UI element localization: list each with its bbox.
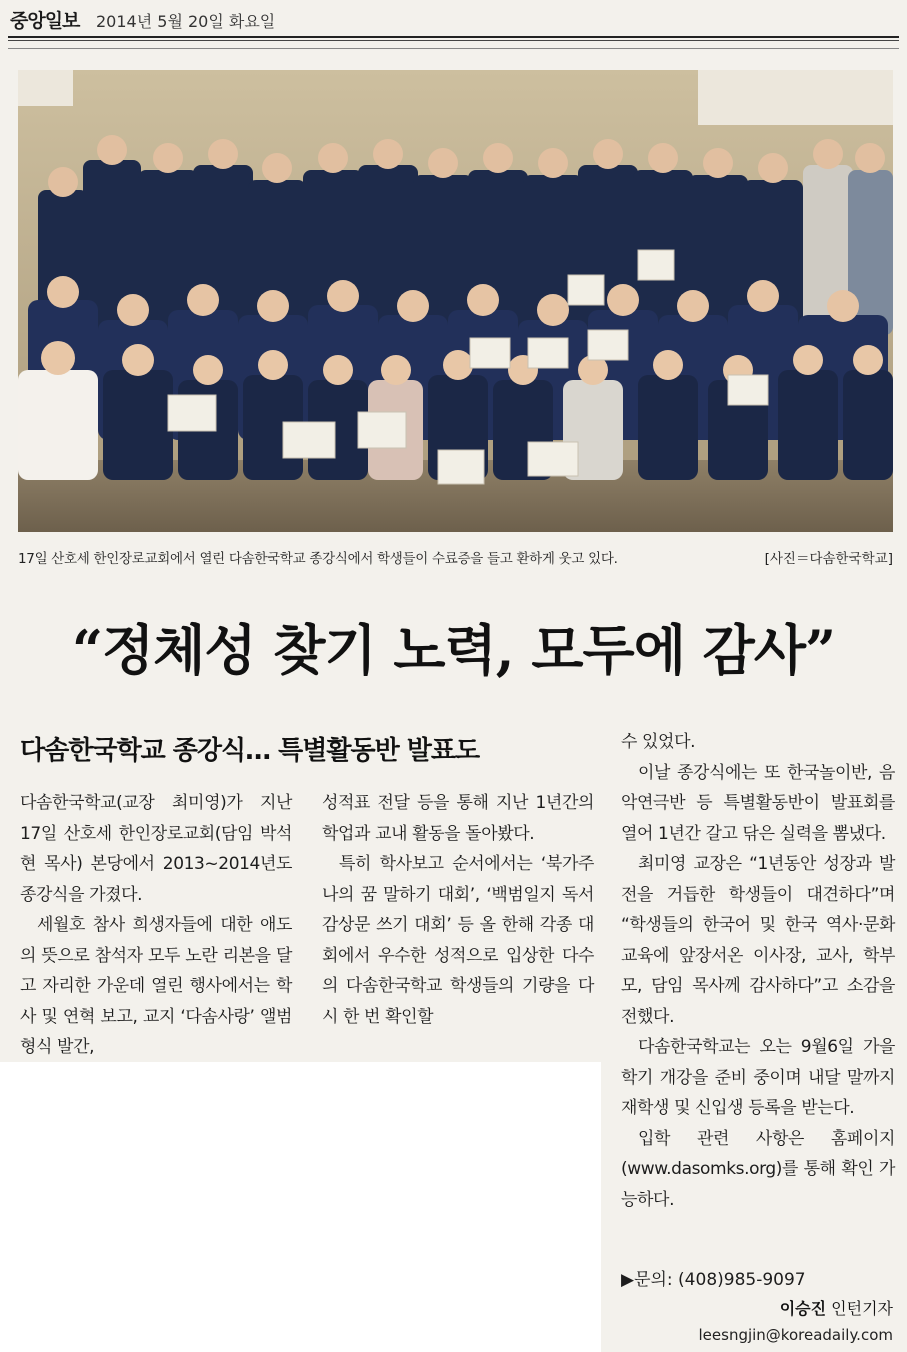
reporter-name: 이승진 (779, 1299, 827, 1318)
article-paragraph: 세월호 참사 희생자들에 대한 애도의 뜻으로 참석자 모두 노란 리본을 달고 자리한 가운데 열린 행사에서는 학사 및 연혁 보고, 교지 ‘다솜사랑’ 앨범 형식 발간, (20, 915, 292, 1057)
dateline: 2014년 5월 20일 화요일 (96, 12, 276, 31)
contact-info: ▶문의: (408)985-9097 (621, 1270, 806, 1290)
header-rule (8, 36, 899, 38)
headline: “정체성 찾기 노력, 모두에 감사” (71, 618, 836, 682)
photo-credit: [사진＝다솜한국학교] (764, 551, 893, 567)
article-column-1 (20, 788, 292, 1063)
group-photo (18, 70, 893, 532)
article-paragraph: 입학 관련 사항은 홈페이지(www.dasomks.org)를 통해 확인 가능하다. (621, 1128, 895, 1210)
article-paragraph: 최미영 교장은 “1년동안 성장과 발전을 거듭한 학생들이 대견하다”며 “학생들의 한국어 및 한국 역사·문화 교육에 앞장서온 이사장, 교사, 학부모, 담임 목사께 감사하다”고 소감을 전했다. (621, 854, 895, 1027)
article-paragraph: 특히 학사보고 순서에서는 ‘북가주 나의 꿈 말하기 대회’, ‘백범일지 독서 감상문 쓰기 대회’ 등 올 한해 각종 대회에서 우수한 성적으로 입상한 다수의 다솜한국학교 학생들의 기량을 다시 한 번 확인할 (322, 854, 594, 1027)
article-column-2 (322, 788, 594, 1032)
article-paragraph: 수 있었다. (621, 732, 696, 752)
reporter-email: leesngjin@koreadaily.com (698, 1326, 893, 1344)
photo-caption: 17일 산호세 한인장로교회에서 열린 다솜한국학교 종강식에서 학생들이 수료증을 들고 환하게 웃고 있다. (18, 551, 618, 567)
article-paragraph: 다솜한국학교는 오는 9월6일 가을학기 개강을 준비 중이며 내달 말까지 재학생 및 신입생 등록을 받는다. (621, 1037, 895, 1118)
reporter-title: 인턴기자 (826, 1299, 893, 1318)
masthead: 중앙일보 (10, 10, 80, 32)
article-paragraph: 이날 종강식에는 또 한국놀이반, 음악연극반 등 특별활동반이 발표회를 열어 1년간 갈고 닦은 실력을 뽐냈다. (621, 762, 895, 844)
article-paragraph: 성적표 전달 등을 통해 지난 1년간의 학업과 교내 활동을 돌아봤다. (322, 793, 594, 844)
article-paragraph: 다솜한국학교(교장 최미영)가 지난 17일 산호세 한인장로교회(담임 박석현 목사) 본당에서 2013~2014년도 종강식을 가졌다. (20, 793, 292, 905)
subheadline: 다솜한국학교 종강식… 특별활동반 발표도 (20, 736, 480, 766)
byline (780, 1296, 893, 1319)
header-rule (8, 40, 899, 41)
group-photo-illustration (18, 70, 893, 532)
header-rule (8, 48, 899, 49)
article-column-3 (621, 727, 895, 1215)
